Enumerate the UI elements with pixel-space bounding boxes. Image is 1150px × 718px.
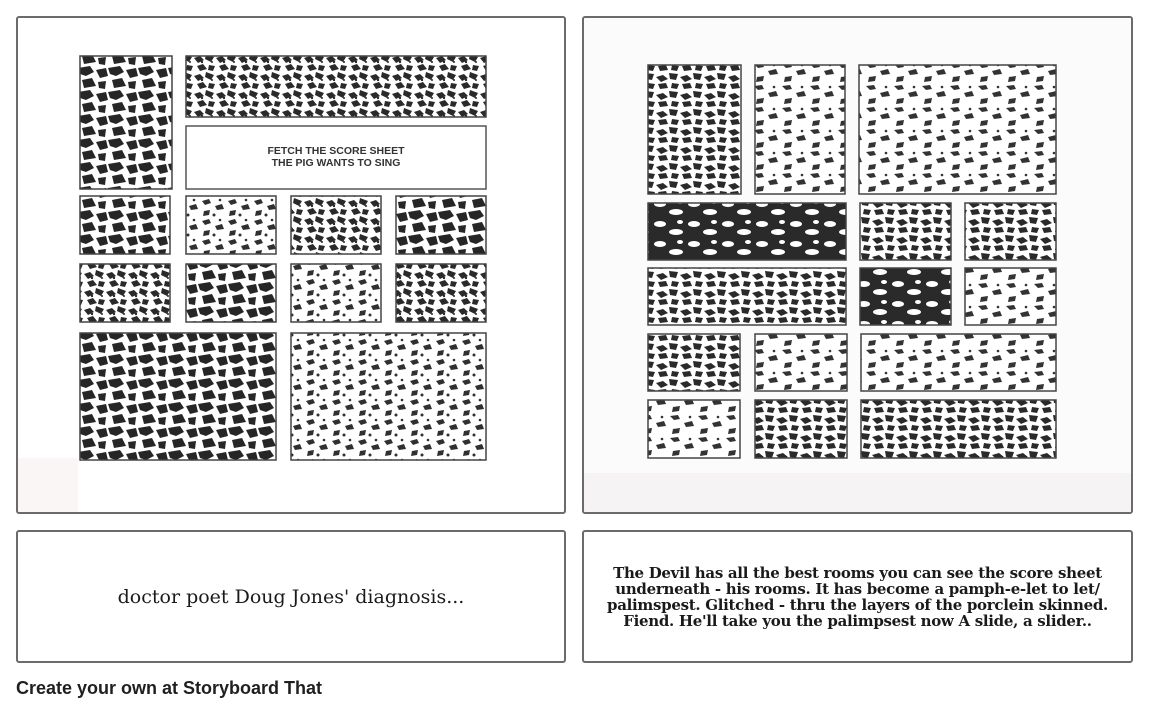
collage-image-2 <box>584 18 1131 512</box>
panel-line-1: FETCH THE SCORE SHEET <box>267 145 405 157</box>
caption-cell-1 <box>16 530 566 663</box>
caption-text-1: doctor poet Doug Jones' diagnosis... <box>117 585 465 608</box>
caption-cell-2 <box>582 530 1133 663</box>
panel-line-2: THE PIG WANTS TO SING <box>271 157 401 169</box>
storyboard-cell-2 <box>582 16 1133 514</box>
caption-text-2: The Devil has all the best rooms you can see the score sheet underneath - his rooms. It has become a pamph-e-let to let/ palimspest. Glitched - thru the layers of the porclein skinned. Fiend. He'll take you the palimpsest now A slide, a slider.. <box>607 563 1108 630</box>
storyboard-cell-1 <box>16 16 566 514</box>
score-sheet-panel <box>186 126 486 189</box>
collage-image-1 <box>18 18 564 512</box>
create-your-own-link[interactable]: Create your own at Storyboard That <box>16 678 323 698</box>
